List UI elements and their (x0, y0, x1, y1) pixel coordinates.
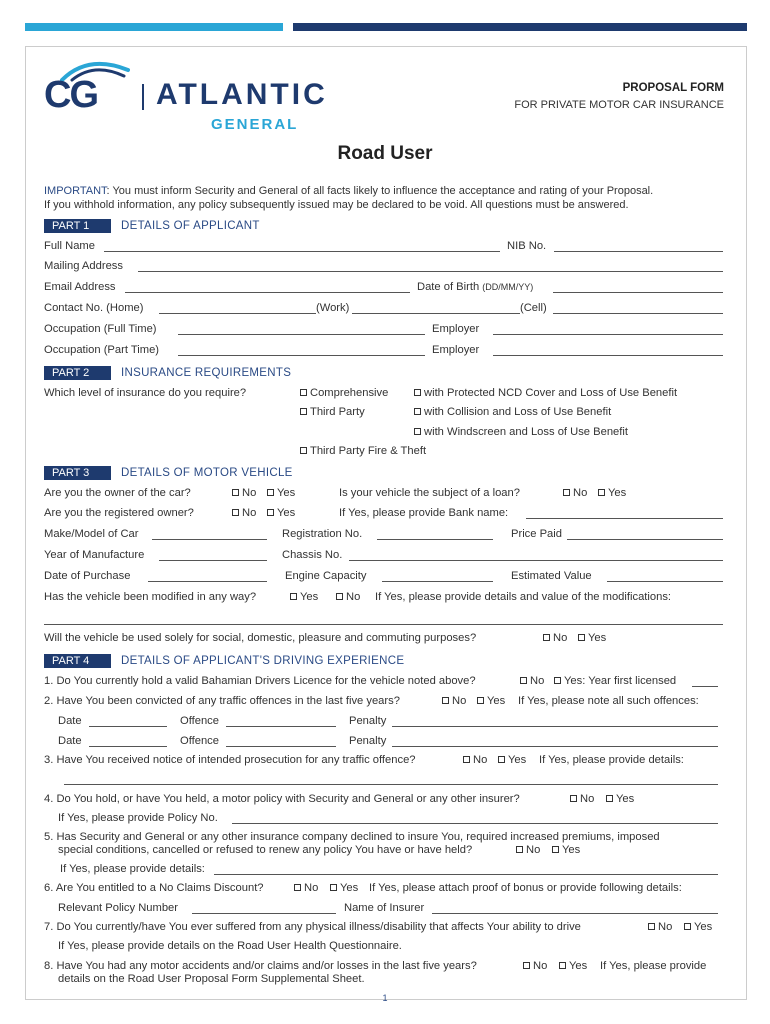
q6-detail-label: If Yes, please attach proof of bonus or provide following details: (369, 882, 682, 894)
logo-cg: CG (44, 74, 97, 116)
dob-field[interactable] (553, 282, 723, 293)
option-label: Yes (608, 487, 627, 499)
q5-text-line1: 5. Has Security and General or any other insurance company declined to insure You, required increased premiums, imposed (44, 831, 660, 843)
estimated-label: Estimated Value (511, 570, 592, 582)
cell-field[interactable] (553, 303, 723, 314)
option-label: No (452, 695, 467, 707)
loan-no[interactable] (563, 487, 587, 499)
owner-yes[interactable] (267, 487, 295, 499)
q1-text: 1. Do You currently hold a valid Bahamian Drivers Licence for the vehicle noted above? (44, 675, 476, 687)
checkbox[interactable] (267, 509, 274, 516)
q1-yes[interactable] (554, 675, 676, 687)
part2-tag: PART 2 (44, 366, 111, 380)
modified-no[interactable] (336, 591, 360, 603)
checkbox[interactable] (477, 697, 484, 704)
checkbox[interactable] (330, 884, 337, 891)
mailing-label: Mailing Address (44, 260, 123, 272)
employer-label-2: Employer (432, 344, 480, 356)
option-label: Yes (562, 844, 581, 856)
logo-general: GENERAL (211, 116, 299, 133)
email-field[interactable] (125, 282, 410, 293)
option-label: Yes (616, 793, 635, 805)
part2-heading: INSURANCE REQUIREMENTS (121, 367, 292, 379)
q4-no[interactable] (570, 793, 594, 805)
checkbox[interactable] (606, 795, 613, 802)
checkbox[interactable] (563, 489, 570, 496)
part4-tag: PART 4 (44, 654, 111, 668)
checkbox[interactable] (552, 846, 559, 853)
q2-no[interactable] (442, 695, 466, 707)
occ-part-field[interactable] (178, 345, 425, 356)
q2-detail-label: If Yes, please note all such offences: (518, 695, 699, 707)
nib-field[interactable] (554, 241, 723, 252)
q5-detail-field[interactable] (214, 864, 718, 875)
q5-no[interactable] (516, 844, 540, 856)
checkbox[interactable] (294, 884, 301, 891)
penalty-label-1: Penalty (349, 715, 387, 727)
q8-yes[interactable] (559, 960, 587, 972)
option-label: No (530, 675, 545, 687)
date-field-1[interactable] (89, 716, 167, 727)
price-label: Price Paid (511, 528, 562, 540)
social-yes[interactable] (578, 632, 606, 644)
option-collision[interactable] (414, 406, 611, 418)
work-label: (Work) (316, 302, 350, 314)
option-label: Yes (340, 882, 359, 894)
owner-no[interactable] (232, 487, 256, 499)
purchase-date-field[interactable] (148, 571, 267, 582)
q7-no[interactable] (648, 921, 672, 933)
option-label: with Windscreen and Loss of Use Benefit (424, 426, 628, 438)
part3-heading: DETAILS OF MOTOR VEHICLE (121, 467, 293, 479)
estimated-field[interactable] (607, 571, 723, 582)
q5-yes[interactable] (552, 844, 580, 856)
modified-detail-label: If Yes, please provide details and value of the modifications: (375, 591, 672, 603)
q6-text: 6. Are You entitled to a No Claims Discount? (44, 882, 264, 894)
social-no[interactable] (543, 632, 567, 644)
option-label: No (658, 921, 673, 933)
option-comprehensive[interactable] (300, 387, 388, 399)
q4-yes[interactable] (606, 793, 634, 805)
checkbox[interactable] (570, 795, 577, 802)
q1-year-field[interactable] (692, 676, 718, 687)
social-question: Will the vehicle be used solely for social, domestic, pleasure and commuting purposes? (44, 632, 477, 644)
q8-text-line1: 8. Have You had any motor accidents and/or claims and/or losses in the last five years? (44, 960, 477, 972)
page-title: Road User (337, 143, 433, 164)
penalty-field-2[interactable] (392, 736, 718, 747)
q8-no[interactable] (523, 960, 547, 972)
option-label: Yes (508, 754, 527, 766)
q4-text: 4. Do You hold, or have You held, a motor policy with Security and General or any other insurer? (44, 793, 520, 805)
penalty-label-2: Penalty (349, 735, 387, 747)
checkbox[interactable] (300, 447, 307, 454)
offence-label-2: Offence (180, 735, 219, 747)
option-label: with Protected NCD Cover and Loss of Use Benefit (424, 387, 678, 399)
reg-owner-yes[interactable] (267, 507, 295, 519)
bank-field[interactable] (526, 508, 723, 519)
date-label-2: Date (58, 735, 82, 747)
checkbox[interactable] (290, 593, 297, 600)
contact-home-label: Contact No. (Home) (44, 302, 144, 314)
checkbox[interactable] (516, 846, 523, 853)
checkbox[interactable] (232, 509, 239, 516)
important-line2: If you withhold information, any policy subsequently issued may be declared to be void. All questions must be answered. (44, 199, 629, 211)
occ-full-field[interactable] (178, 324, 425, 335)
occ-part-label: Occupation (Part Time) (44, 344, 160, 356)
checkbox[interactable] (559, 962, 566, 969)
work-field[interactable] (352, 303, 520, 314)
year-label: Year of Manufacture (44, 549, 145, 561)
checkbox[interactable] (498, 756, 505, 763)
checkbox[interactable] (414, 389, 421, 396)
option-tp-fire-theft[interactable] (300, 445, 426, 457)
employer-field-2[interactable] (493, 345, 723, 356)
full-name-field[interactable] (104, 241, 500, 252)
checkbox[interactable] (442, 697, 449, 704)
chassis-label: Chassis No. (282, 549, 343, 561)
q6-no[interactable] (294, 882, 318, 894)
occ-full-label: Occupation (Full Time) (44, 323, 157, 335)
checkbox[interactable] (463, 756, 470, 763)
checkbox[interactable] (520, 677, 527, 684)
offence-field-1[interactable] (226, 716, 336, 727)
year-field[interactable] (159, 550, 267, 561)
cell-label: (Cell) (520, 302, 547, 314)
option-label: Yes (487, 695, 506, 707)
dob-label (417, 281, 533, 293)
date-label-1: Date (58, 715, 82, 727)
q3-detail-field[interactable] (64, 774, 718, 785)
q1-no[interactable] (520, 675, 544, 687)
top-accent-bar-light (25, 23, 283, 31)
relevant-policy-label: Relevant Policy Number (58, 902, 179, 914)
purchase-date-label: Date of Purchase (44, 570, 131, 582)
checkbox[interactable] (300, 408, 307, 415)
option-ncd[interactable] (414, 387, 677, 399)
reg-no-label: Registration No. (282, 528, 363, 540)
option-label: No (242, 507, 257, 519)
q7-text: 7. Do You currently/have You ever suffered from any physical illness/disability that affects Your ability to drive (44, 921, 581, 933)
option-label: No (553, 632, 568, 644)
mailing-field[interactable] (138, 261, 723, 272)
option-label: No (304, 882, 319, 894)
checkbox[interactable] (414, 408, 421, 415)
q4-policy-field[interactable] (232, 813, 718, 824)
insurer-label: Name of Insurer (344, 902, 425, 914)
option-windscreen[interactable] (414, 426, 628, 438)
offence-label-1: Offence (180, 715, 219, 727)
checkbox[interactable] (336, 593, 343, 600)
q3-no[interactable] (463, 754, 487, 766)
engine-label: Engine Capacity (285, 570, 367, 582)
checkbox[interactable] (523, 962, 530, 969)
q2-text: 2. Have You been convicted of any traffic offences in the last five years? (44, 695, 400, 707)
full-name-label: Full Name (44, 240, 95, 252)
form-title: PROPOSAL FORM (622, 82, 724, 94)
contact-home-field[interactable] (159, 303, 316, 314)
option-label: No (573, 487, 588, 499)
modified-question: Has the vehicle been modified in any way? (44, 591, 257, 603)
option-label: Yes (694, 921, 713, 933)
loan-yes[interactable] (598, 487, 626, 499)
q3-text: 3. Have You received notice of intended prosecution for any traffic offence? (44, 754, 416, 766)
part4-heading: DETAILS OF APPLICANT'S DRIVING EXPERIENCE (121, 655, 405, 667)
option-label: Third Party (310, 406, 365, 418)
q6-yes[interactable] (330, 882, 358, 894)
checkbox[interactable] (648, 923, 655, 930)
q4-detail-label: If Yes, please provide Policy No. (58, 812, 218, 824)
insurance-level-question: Which level of insurance do you require? (44, 387, 247, 399)
bank-label: If Yes, please provide Bank name: (339, 507, 509, 519)
checkbox[interactable] (684, 923, 691, 930)
price-field[interactable] (567, 529, 723, 540)
important-label: IMPORTANT (44, 185, 107, 197)
part3-tag: PART 3 (44, 466, 111, 480)
checkbox[interactable] (232, 489, 239, 496)
email-label: Email Address (44, 281, 116, 293)
option-label: with Collision and Loss of Use Benefit (424, 406, 612, 418)
q2-yes[interactable] (477, 695, 505, 707)
reg-owner-question: Are you the registered owner? (44, 507, 194, 519)
chassis-field[interactable] (349, 550, 723, 561)
checkbox[interactable] (267, 489, 274, 496)
modified-detail-field[interactable] (44, 614, 723, 625)
important-notice (44, 185, 653, 197)
q5-detail-label: If Yes, please provide details: (60, 863, 205, 875)
offence-field-2[interactable] (226, 736, 336, 747)
owner-question: Are you the owner of the car? (44, 487, 191, 499)
make-model-field[interactable] (152, 529, 267, 540)
make-model-label: Make/Model of Car (44, 528, 139, 540)
q3-yes[interactable] (498, 754, 526, 766)
option-label: Yes (300, 591, 319, 603)
q7-detail: If Yes, please provide details on the Road User Health Questionnaire. (58, 940, 402, 952)
q8-text-line2: details on the Road User Proposal Form Supplemental Sheet. (58, 973, 365, 985)
option-label: Yes: Year first licensed (564, 675, 677, 687)
q8-detail-label: If Yes, please provide (600, 960, 707, 972)
form-subtitle: FOR PRIVATE MOTOR CAR INSURANCE (514, 99, 724, 111)
insurer-field[interactable] (432, 903, 718, 914)
engine-field[interactable] (382, 571, 493, 582)
loan-question: Is your vehicle the subject of a loan? (339, 487, 520, 499)
q5-text-line2: special conditions, cancelled or refused to renew any policy You have or have held? (58, 844, 473, 856)
option-label: No (533, 960, 548, 972)
checkbox[interactable] (300, 389, 307, 396)
option-label: Yes (277, 507, 296, 519)
part1-tag: PART 1 (44, 219, 111, 233)
logo-divider (142, 84, 144, 110)
checkbox[interactable] (598, 489, 605, 496)
date-field-2[interactable] (89, 736, 167, 747)
option-third-party[interactable] (300, 406, 365, 418)
q3-detail-label: If Yes, please provide details: (539, 754, 684, 766)
option-label: No (473, 754, 488, 766)
option-label: Comprehensive (310, 387, 389, 399)
dob-format: (DD/MM/YY) (482, 282, 534, 292)
checkbox[interactable] (578, 634, 585, 641)
option-label: Yes (277, 487, 296, 499)
employer-label-1: Employer (432, 323, 480, 335)
modified-yes[interactable] (290, 591, 318, 603)
option-label: Yes (588, 632, 607, 644)
top-accent-bar-dark (293, 23, 747, 31)
option-label: No (526, 844, 541, 856)
checkbox[interactable] (414, 428, 421, 435)
option-label: No (580, 793, 595, 805)
penalty-field-1[interactable] (392, 716, 718, 727)
reg-no-field[interactable] (377, 529, 493, 540)
option-label: No (242, 487, 257, 499)
dob-text: Date of Birth (417, 281, 480, 293)
option-label: Yes (569, 960, 588, 972)
option-label: Third Party Fire & Theft (310, 445, 427, 457)
reg-owner-no[interactable] (232, 507, 256, 519)
q7-yes[interactable] (684, 921, 712, 933)
nib-label: NIB No. (507, 240, 547, 252)
checkbox[interactable] (554, 677, 561, 684)
employer-field-1[interactable] (493, 324, 723, 335)
part1-heading: DETAILS OF APPLICANT (121, 220, 260, 232)
option-label: No (346, 591, 361, 603)
relevant-policy-field[interactable] (192, 903, 336, 914)
page-number: 1 (382, 993, 388, 1003)
logo-atlantic: ATLANTIC (156, 78, 328, 111)
checkbox[interactable] (543, 634, 550, 641)
important-line1: : You must inform Security and General of all facts likely to influence the acceptance and rating of your Proposal. (106, 185, 654, 197)
